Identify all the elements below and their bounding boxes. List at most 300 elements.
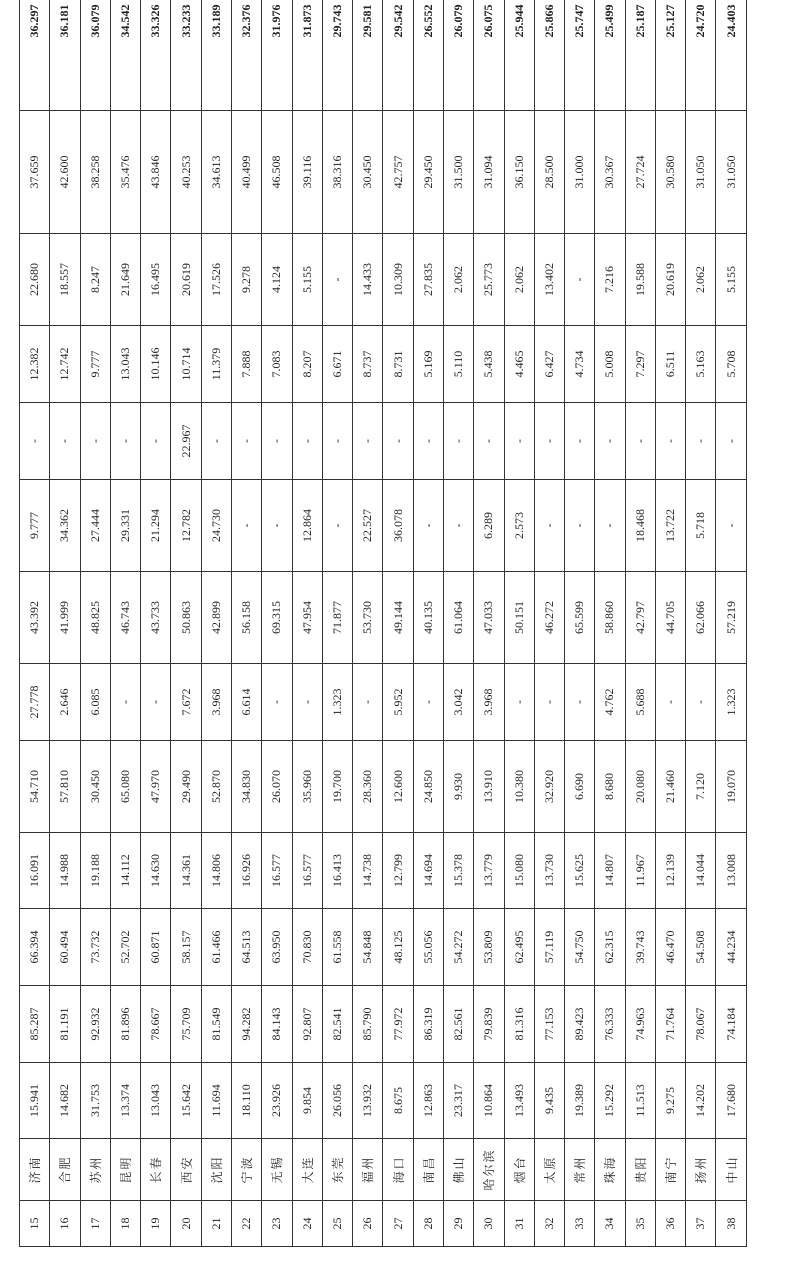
total-score-cell: 31.873 bbox=[292, 0, 322, 111]
table-row bbox=[655, 0, 685, 1247]
value-cell: 40.499 bbox=[231, 111, 261, 234]
value-cell: 31.500 bbox=[443, 111, 473, 234]
value-cell: 11.967 bbox=[625, 833, 655, 909]
table-row bbox=[110, 0, 140, 1247]
value-cell: 12.799 bbox=[383, 833, 413, 909]
value-cell: 92.807 bbox=[292, 986, 322, 1063]
value-cell: 75.709 bbox=[171, 986, 201, 1063]
table-row bbox=[171, 0, 201, 1247]
value-cell: 15.292 bbox=[595, 1063, 625, 1139]
rank-cell: 23 bbox=[262, 1201, 292, 1247]
value-cell: 77.972 bbox=[383, 986, 413, 1063]
value-cell: 4.124 bbox=[262, 234, 292, 326]
value-cell: - bbox=[443, 403, 473, 480]
value-cell: - bbox=[141, 664, 171, 741]
value-cell: 11.379 bbox=[201, 326, 231, 403]
value-cell: 21.460 bbox=[655, 741, 685, 833]
value-cell: - bbox=[262, 403, 292, 480]
value-cell: 85.287 bbox=[20, 986, 50, 1063]
value-cell: 27.835 bbox=[413, 234, 443, 326]
value-cell: 41.999 bbox=[50, 572, 80, 664]
rank-cell: 21 bbox=[201, 1201, 231, 1247]
value-cell: 20.619 bbox=[655, 234, 685, 326]
value-cell: 28.500 bbox=[534, 111, 564, 234]
value-cell: 24.850 bbox=[413, 741, 443, 833]
value-cell: 13.932 bbox=[353, 1063, 383, 1139]
value-cell: 44.705 bbox=[655, 572, 685, 664]
value-cell: - bbox=[504, 664, 534, 741]
value-cell: 22.527 bbox=[353, 480, 383, 572]
total-score-cell: 36.297 bbox=[20, 0, 50, 111]
value-cell: - bbox=[413, 403, 443, 480]
value-cell: 2.062 bbox=[504, 234, 534, 326]
value-cell: 54.508 bbox=[686, 909, 716, 986]
total-score-cell: 25.944 bbox=[504, 0, 534, 111]
value-cell: 79.839 bbox=[474, 986, 504, 1063]
value-cell: 13.730 bbox=[534, 833, 564, 909]
value-cell: - bbox=[534, 403, 564, 480]
value-cell: 18.557 bbox=[50, 234, 80, 326]
value-cell: 16.413 bbox=[322, 833, 352, 909]
rank-cell: 17 bbox=[80, 1201, 110, 1247]
value-cell: - bbox=[231, 480, 261, 572]
value-cell: 81.549 bbox=[201, 986, 231, 1063]
value-cell: 47.970 bbox=[141, 741, 171, 833]
value-cell: 15.080 bbox=[504, 833, 534, 909]
value-cell: 94.282 bbox=[231, 986, 261, 1063]
value-cell: 16.577 bbox=[292, 833, 322, 909]
value-cell: 60.871 bbox=[141, 909, 171, 986]
value-cell: 50.863 bbox=[171, 572, 201, 664]
value-cell: 22.680 bbox=[20, 234, 50, 326]
value-cell: 12.139 bbox=[655, 833, 685, 909]
value-cell: 30.450 bbox=[80, 741, 110, 833]
value-cell: 15.625 bbox=[565, 833, 595, 909]
value-cell: 70.830 bbox=[292, 909, 322, 986]
value-cell: 31.753 bbox=[80, 1063, 110, 1139]
value-cell: 21.294 bbox=[141, 480, 171, 572]
total-score-cell: 33.233 bbox=[171, 0, 201, 111]
value-cell: - bbox=[655, 403, 685, 480]
value-cell: 42.899 bbox=[201, 572, 231, 664]
value-cell: 29.331 bbox=[110, 480, 140, 572]
city-name-cell: 南昌 bbox=[413, 1139, 443, 1201]
value-cell: 27.778 bbox=[20, 664, 50, 741]
value-cell: 38.258 bbox=[80, 111, 110, 234]
value-cell: 6.085 bbox=[80, 664, 110, 741]
value-cell: 37.659 bbox=[20, 111, 50, 234]
city-name-cell: 珠海 bbox=[595, 1139, 625, 1201]
value-cell: 13.722 bbox=[655, 480, 685, 572]
table-row bbox=[231, 0, 261, 1247]
total-score-cell: 25.187 bbox=[625, 0, 655, 111]
value-cell: 28.360 bbox=[353, 741, 383, 833]
value-cell: 47.954 bbox=[292, 572, 322, 664]
table-row bbox=[625, 0, 655, 1247]
value-cell: 24.730 bbox=[201, 480, 231, 572]
value-cell: 9.275 bbox=[655, 1063, 685, 1139]
value-cell: 71.877 bbox=[322, 572, 352, 664]
value-cell: - bbox=[595, 480, 625, 572]
value-cell: - bbox=[322, 403, 352, 480]
value-cell: 77.153 bbox=[534, 986, 564, 1063]
value-cell: 39.116 bbox=[292, 111, 322, 234]
value-cell: 5.718 bbox=[686, 480, 716, 572]
value-cell: - bbox=[413, 664, 443, 741]
value-cell: - bbox=[383, 403, 413, 480]
value-cell: 14.361 bbox=[171, 833, 201, 909]
value-cell: 63.950 bbox=[262, 909, 292, 986]
value-cell: 34.362 bbox=[50, 480, 80, 572]
value-cell: 46.743 bbox=[110, 572, 140, 664]
value-cell: 23.926 bbox=[262, 1063, 292, 1139]
value-cell: 5.155 bbox=[292, 234, 322, 326]
city-name-cell: 昆明 bbox=[110, 1139, 140, 1201]
value-cell: 10.864 bbox=[474, 1063, 504, 1139]
value-cell: 5.008 bbox=[595, 326, 625, 403]
value-cell: 81.896 bbox=[110, 986, 140, 1063]
value-cell: 12.742 bbox=[50, 326, 80, 403]
rank-cell: 16 bbox=[50, 1201, 80, 1247]
value-cell: 16.926 bbox=[231, 833, 261, 909]
value-cell: 42.600 bbox=[50, 111, 80, 234]
value-cell: 31.094 bbox=[474, 111, 504, 234]
value-cell: 62.495 bbox=[504, 909, 534, 986]
value-cell: 82.561 bbox=[443, 986, 473, 1063]
rank-cell: 20 bbox=[171, 1201, 201, 1247]
value-cell: 10.146 bbox=[141, 326, 171, 403]
total-score-cell: 25.866 bbox=[534, 0, 564, 111]
value-cell: 57.219 bbox=[716, 572, 747, 664]
value-cell: - bbox=[262, 664, 292, 741]
value-cell: 46.470 bbox=[655, 909, 685, 986]
value-cell: 6.614 bbox=[231, 664, 261, 741]
table-row bbox=[353, 0, 383, 1247]
value-cell: 31.050 bbox=[686, 111, 716, 234]
value-cell: 17.526 bbox=[201, 234, 231, 326]
value-cell: 69.315 bbox=[262, 572, 292, 664]
value-cell: 13.008 bbox=[716, 833, 747, 909]
value-cell: 6.511 bbox=[655, 326, 685, 403]
value-cell: 48.125 bbox=[383, 909, 413, 986]
value-cell: 14.044 bbox=[686, 833, 716, 909]
value-cell: - bbox=[231, 403, 261, 480]
value-cell: 4.734 bbox=[565, 326, 595, 403]
value-cell: 4.465 bbox=[504, 326, 534, 403]
value-cell: 27.724 bbox=[625, 111, 655, 234]
value-cell: - bbox=[353, 403, 383, 480]
value-cell: 47.033 bbox=[474, 572, 504, 664]
rank-cell: 38 bbox=[716, 1201, 747, 1247]
city-name-cell: 烟台 bbox=[504, 1139, 534, 1201]
value-cell: 58.157 bbox=[171, 909, 201, 986]
city-name-cell: 大连 bbox=[292, 1139, 322, 1201]
value-cell: 12.600 bbox=[383, 741, 413, 833]
value-cell: 48.825 bbox=[80, 572, 110, 664]
value-cell: 12.863 bbox=[413, 1063, 443, 1139]
value-cell: - bbox=[322, 480, 352, 572]
value-cell: 19.700 bbox=[322, 741, 352, 833]
value-cell: 65.080 bbox=[110, 741, 140, 833]
rank-cell: 37 bbox=[686, 1201, 716, 1247]
value-cell: 1.323 bbox=[322, 664, 352, 741]
value-cell: 92.932 bbox=[80, 986, 110, 1063]
value-cell: 13.402 bbox=[534, 234, 564, 326]
value-cell: 23.317 bbox=[443, 1063, 473, 1139]
value-cell: - bbox=[413, 480, 443, 572]
value-cell: - bbox=[595, 403, 625, 480]
value-cell: 15.378 bbox=[443, 833, 473, 909]
value-cell: 12.782 bbox=[171, 480, 201, 572]
value-cell: 42.797 bbox=[625, 572, 655, 664]
rank-cell: 35 bbox=[625, 1201, 655, 1247]
value-cell: - bbox=[474, 403, 504, 480]
value-cell: 1.323 bbox=[716, 664, 747, 741]
rank-cell: 26 bbox=[353, 1201, 383, 1247]
total-score-cell: 34.542 bbox=[110, 0, 140, 111]
value-cell: 4.762 bbox=[595, 664, 625, 741]
value-cell: 6.671 bbox=[322, 326, 352, 403]
city-name-cell: 济南 bbox=[20, 1139, 50, 1201]
city-name-cell: 苏州 bbox=[80, 1139, 110, 1201]
total-score-cell: 33.189 bbox=[201, 0, 231, 111]
value-cell: 53.730 bbox=[353, 572, 383, 664]
rank-cell: 24 bbox=[292, 1201, 322, 1247]
rank-cell: 27 bbox=[383, 1201, 413, 1247]
city-name-cell: 常州 bbox=[565, 1139, 595, 1201]
table-row bbox=[534, 0, 564, 1247]
total-score-cell: 29.743 bbox=[322, 0, 352, 111]
value-cell: 52.702 bbox=[110, 909, 140, 986]
city-name-cell: 贵阳 bbox=[625, 1139, 655, 1201]
value-cell: 19.070 bbox=[716, 741, 747, 833]
value-cell: 14.112 bbox=[110, 833, 140, 909]
value-cell: 12.382 bbox=[20, 326, 50, 403]
value-cell: 5.688 bbox=[625, 664, 655, 741]
value-cell: 62.066 bbox=[686, 572, 716, 664]
city-name-cell: 合肥 bbox=[50, 1139, 80, 1201]
value-cell: - bbox=[110, 664, 140, 741]
value-cell: 73.732 bbox=[80, 909, 110, 986]
value-cell: 7.672 bbox=[171, 664, 201, 741]
value-cell: 82.541 bbox=[322, 986, 352, 1063]
total-score-cell: 26.075 bbox=[474, 0, 504, 111]
value-cell: 84.143 bbox=[262, 986, 292, 1063]
value-cell: 5.438 bbox=[474, 326, 504, 403]
value-cell: 7.297 bbox=[625, 326, 655, 403]
value-cell: 32.920 bbox=[534, 741, 564, 833]
value-cell: 9.777 bbox=[20, 480, 50, 572]
value-cell: 10.714 bbox=[171, 326, 201, 403]
value-cell: 76.333 bbox=[595, 986, 625, 1063]
value-cell: 7.120 bbox=[686, 741, 716, 833]
city-name-cell: 福州 bbox=[353, 1139, 383, 1201]
value-cell: 7.888 bbox=[231, 326, 261, 403]
total-score-cell: 36.181 bbox=[50, 0, 80, 111]
value-cell: 19.188 bbox=[80, 833, 110, 909]
value-cell: 26.056 bbox=[322, 1063, 352, 1139]
rank-cell: 33 bbox=[565, 1201, 595, 1247]
value-cell: 6.690 bbox=[565, 741, 595, 833]
value-cell: 20.619 bbox=[171, 234, 201, 326]
value-cell: 13.043 bbox=[141, 1063, 171, 1139]
value-cell: 16.495 bbox=[141, 234, 171, 326]
value-cell: - bbox=[716, 480, 747, 572]
value-cell: 56.158 bbox=[231, 572, 261, 664]
rank-cell: 36 bbox=[655, 1201, 685, 1247]
value-cell: 13.493 bbox=[504, 1063, 534, 1139]
value-cell: 5.952 bbox=[383, 664, 413, 741]
value-cell: 3.042 bbox=[443, 664, 473, 741]
city-name-cell: 西安 bbox=[171, 1139, 201, 1201]
value-cell: 40.135 bbox=[413, 572, 443, 664]
value-cell: 5.163 bbox=[686, 326, 716, 403]
value-cell: - bbox=[141, 403, 171, 480]
rank-cell: 32 bbox=[534, 1201, 564, 1247]
value-cell: 30.580 bbox=[655, 111, 685, 234]
value-cell: 21.649 bbox=[110, 234, 140, 326]
value-cell: 64.513 bbox=[231, 909, 261, 986]
value-cell: - bbox=[292, 664, 322, 741]
value-cell: 81.316 bbox=[504, 986, 534, 1063]
value-cell: - bbox=[50, 403, 80, 480]
value-cell: 43.846 bbox=[141, 111, 171, 234]
rank-cell: 30 bbox=[474, 1201, 504, 1247]
rank-cell: 25 bbox=[322, 1201, 352, 1247]
value-cell: 31.000 bbox=[565, 111, 595, 234]
total-score-cell: 25.499 bbox=[595, 0, 625, 111]
value-cell: 8.731 bbox=[383, 326, 413, 403]
total-score-cell: 32.376 bbox=[231, 0, 261, 111]
value-cell: 46.272 bbox=[534, 572, 564, 664]
table-row bbox=[383, 0, 413, 1247]
table-row bbox=[20, 0, 50, 1247]
value-cell: 50.151 bbox=[504, 572, 534, 664]
city-name-cell: 哈尔滨 bbox=[474, 1139, 504, 1201]
city-name-cell: 扬州 bbox=[686, 1139, 716, 1201]
value-cell: - bbox=[504, 403, 534, 480]
value-cell: 6.427 bbox=[534, 326, 564, 403]
value-cell: 78.667 bbox=[141, 986, 171, 1063]
value-cell: 43.733 bbox=[141, 572, 171, 664]
total-score-cell: 26.079 bbox=[443, 0, 473, 111]
value-cell: 18.110 bbox=[231, 1063, 261, 1139]
value-cell: 10.380 bbox=[504, 741, 534, 833]
table-row bbox=[504, 0, 534, 1247]
rank-cell: 18 bbox=[110, 1201, 140, 1247]
value-cell: 5.169 bbox=[413, 326, 443, 403]
value-cell: 14.682 bbox=[50, 1063, 80, 1139]
value-cell: 9.435 bbox=[534, 1063, 564, 1139]
city-name-cell: 东莞 bbox=[322, 1139, 352, 1201]
table-row bbox=[201, 0, 231, 1247]
value-cell: 3.968 bbox=[474, 664, 504, 741]
value-cell: - bbox=[292, 403, 322, 480]
value-cell: 2.573 bbox=[504, 480, 534, 572]
value-cell: 34.830 bbox=[231, 741, 261, 833]
total-score-cell: 25.747 bbox=[565, 0, 595, 111]
value-cell: 19.588 bbox=[625, 234, 655, 326]
value-cell: 9.278 bbox=[231, 234, 261, 326]
value-cell: 38.316 bbox=[322, 111, 352, 234]
total-score-cell: 31.976 bbox=[262, 0, 292, 111]
city-name-cell: 宁波 bbox=[231, 1139, 261, 1201]
total-score-cell: 25.127 bbox=[655, 0, 685, 111]
table-row bbox=[595, 0, 625, 1247]
value-cell: 89.423 bbox=[565, 986, 595, 1063]
value-cell: 18.468 bbox=[625, 480, 655, 572]
value-cell: - bbox=[534, 664, 564, 741]
value-cell: 9.777 bbox=[80, 326, 110, 403]
value-cell: 12.864 bbox=[292, 480, 322, 572]
value-cell: - bbox=[625, 403, 655, 480]
rank-cell: 31 bbox=[504, 1201, 534, 1247]
value-cell: - bbox=[686, 664, 716, 741]
value-cell: 81.191 bbox=[50, 986, 80, 1063]
value-cell: 54.710 bbox=[20, 741, 50, 833]
table-row bbox=[80, 0, 110, 1247]
value-cell: 40.253 bbox=[171, 111, 201, 234]
table-row bbox=[322, 0, 352, 1247]
table-row bbox=[141, 0, 171, 1247]
total-score-cell: 36.079 bbox=[80, 0, 110, 111]
value-cell: - bbox=[80, 403, 110, 480]
value-cell: - bbox=[534, 480, 564, 572]
value-cell: 7.083 bbox=[262, 326, 292, 403]
value-cell: 2.062 bbox=[443, 234, 473, 326]
value-cell: 46.508 bbox=[262, 111, 292, 234]
value-cell: 10.309 bbox=[383, 234, 413, 326]
value-cell: 26.070 bbox=[262, 741, 292, 833]
value-cell: 60.494 bbox=[50, 909, 80, 986]
value-cell: 5.708 bbox=[716, 326, 747, 403]
value-cell: 13.374 bbox=[110, 1063, 140, 1139]
value-cell: 11.513 bbox=[625, 1063, 655, 1139]
value-cell: 14.202 bbox=[686, 1063, 716, 1139]
value-cell: 62.315 bbox=[595, 909, 625, 986]
value-cell: 30.450 bbox=[353, 111, 383, 234]
value-cell: 16.577 bbox=[262, 833, 292, 909]
rank-cell: 15 bbox=[20, 1201, 50, 1247]
value-cell: 29.490 bbox=[171, 741, 201, 833]
total-score-cell: 29.542 bbox=[383, 0, 413, 111]
value-cell: 43.392 bbox=[20, 572, 50, 664]
value-cell: - bbox=[565, 664, 595, 741]
city-name-cell: 无锡 bbox=[262, 1139, 292, 1201]
value-cell: 61.558 bbox=[322, 909, 352, 986]
city-name-cell: 沈阳 bbox=[201, 1139, 231, 1201]
value-cell: 65.599 bbox=[565, 572, 595, 664]
value-cell: 39.743 bbox=[625, 909, 655, 986]
value-cell: 53.809 bbox=[474, 909, 504, 986]
value-cell: 71.764 bbox=[655, 986, 685, 1063]
value-cell: - bbox=[20, 403, 50, 480]
value-cell: 8.247 bbox=[80, 234, 110, 326]
rank-cell: 19 bbox=[141, 1201, 171, 1247]
rank-cell: 34 bbox=[595, 1201, 625, 1247]
city-name-cell: 海口 bbox=[383, 1139, 413, 1201]
value-cell: - bbox=[322, 234, 352, 326]
value-cell: 9.854 bbox=[292, 1063, 322, 1139]
value-cell: 74.963 bbox=[625, 986, 655, 1063]
value-cell: 22.967 bbox=[171, 403, 201, 480]
value-cell: 14.806 bbox=[201, 833, 231, 909]
value-cell: - bbox=[565, 234, 595, 326]
value-cell: 57.810 bbox=[50, 741, 80, 833]
value-cell: 15.642 bbox=[171, 1063, 201, 1139]
city-name-cell: 太原 bbox=[534, 1139, 564, 1201]
value-cell: 30.367 bbox=[595, 111, 625, 234]
